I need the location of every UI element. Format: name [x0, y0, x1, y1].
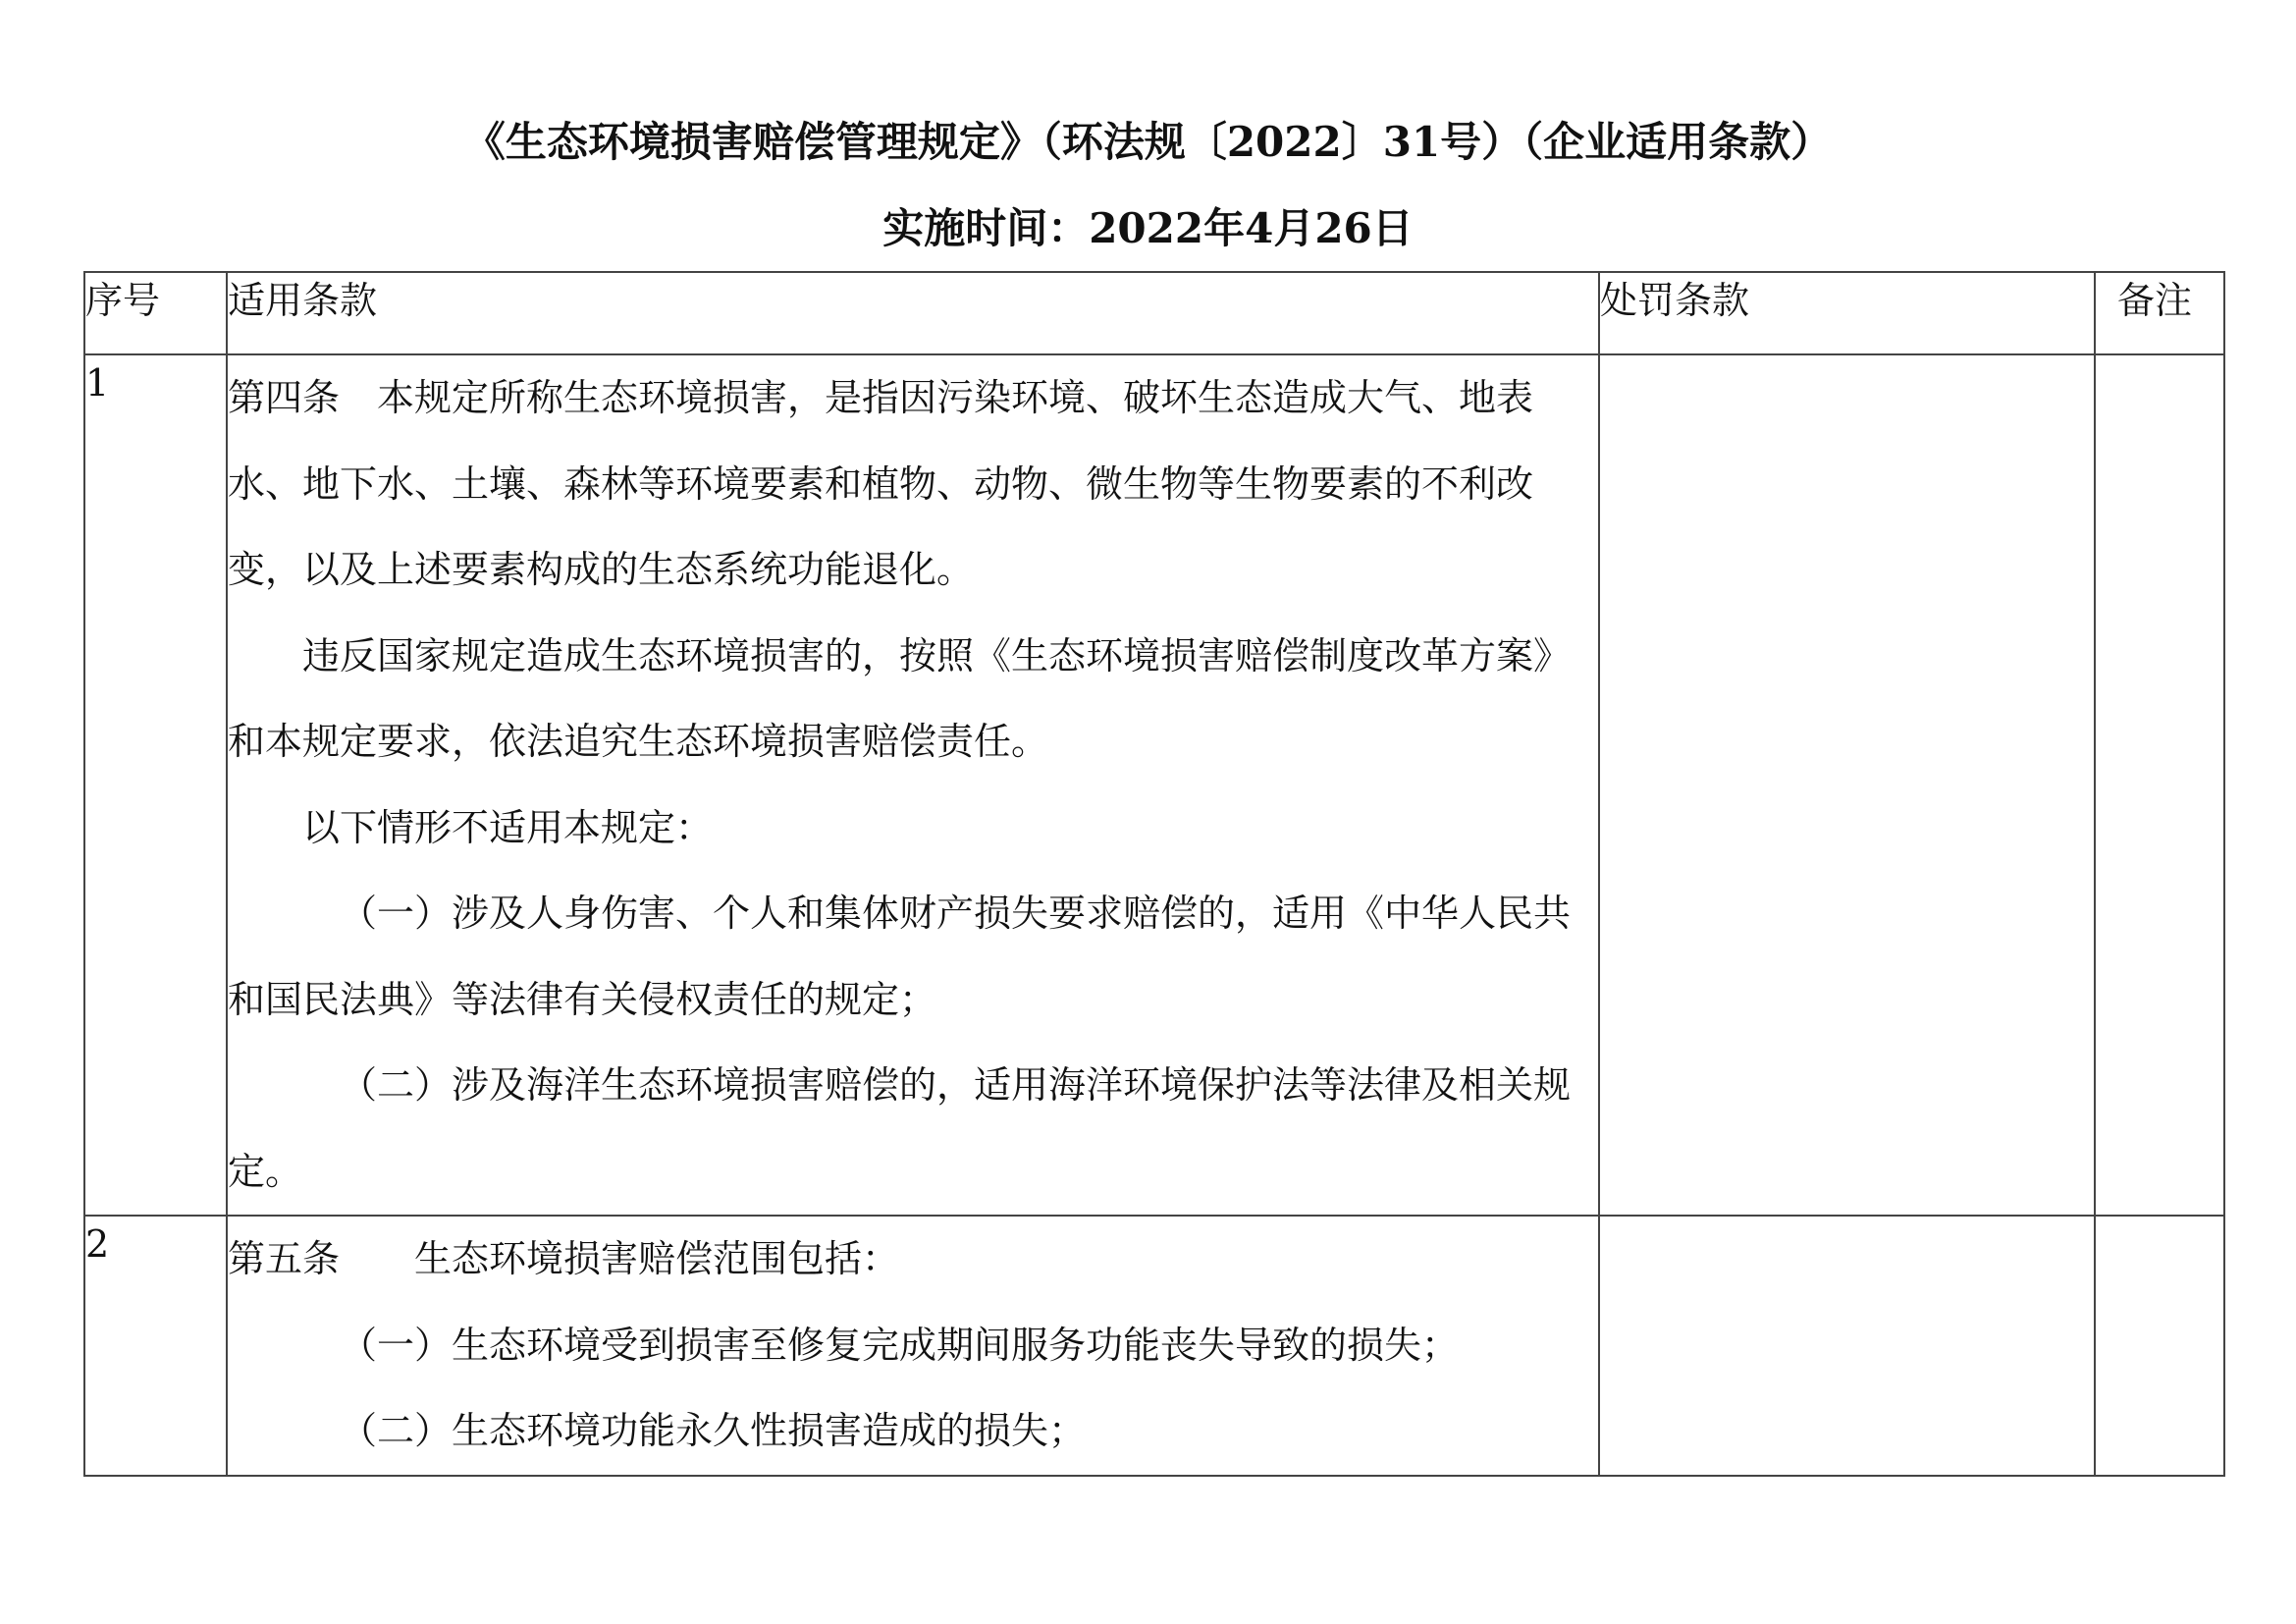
regulation-table — [83, 271, 2225, 1477]
row-serial-number: 1 — [84, 354, 227, 1216]
table-header-row — [84, 272, 2224, 354]
header-serial-number: 序号 — [84, 272, 227, 354]
clause-paragraph: （一）涉及人身伤害、个人和集体财产损失要求赔偿的，适用《中华人民共和国民法典》等法律有关侵权责任的规定； — [228, 892, 1572, 1021]
table-row — [84, 1216, 2224, 1476]
remarks-cell — [2095, 1216, 2224, 1476]
clause-paragraph: 以下情形不适用本规定： — [302, 805, 714, 849]
header-penalty-clause: 处罚条款 — [1599, 272, 2095, 354]
clause-paragraph: 第五条 生态环境损害赔偿范围包括： — [228, 1237, 900, 1280]
row-serial-number: 2 — [84, 1216, 227, 1476]
document-title: 《生态环境损害赔偿管理规定》（环法规〔2022〕31号）（企业适用条款） — [463, 118, 1833, 166]
clause-cell — [227, 354, 1599, 1216]
clause-paragraph: （二）生态环境功能永久性损害造成的损失； — [340, 1409, 1087, 1452]
clause-paragraph: 违反国家规定造成生态环境损害的，按照《生态环境损害赔偿制度改革方案》和本规定要求，依法追究生态环境损害赔偿责任。 — [228, 633, 1572, 763]
clause-paragraph: （二）涉及海洋生态环境损害赔偿的，适用海洋环境保护法等法律及相关规定。 — [228, 1063, 1572, 1193]
remarks-cell — [2095, 354, 2224, 1216]
clause-cell — [227, 1216, 1599, 1476]
effective-date: 实施时间：2022年4月26日 — [882, 204, 1414, 252]
clause-paragraph: （一）生态环境受到损害至修复完成期间服务功能丧失导致的损失； — [340, 1323, 1460, 1367]
table-row — [84, 354, 2224, 1216]
header-applicable-clause: 适用条款 — [227, 272, 1599, 354]
penalty-cell — [1599, 354, 2095, 1216]
clause-paragraph: 第四条 本规定所称生态环境损害，是指因污染环境、破坏生态造成大气、地表水、地下水、土壤、森林等环境要素和植物、动物、微生物等生物要素的不利改变，以及上述要素构成的生态系统功能退化。 — [228, 376, 1534, 591]
penalty-cell — [1599, 1216, 2095, 1476]
header-remarks: 备注 — [2095, 272, 2224, 354]
